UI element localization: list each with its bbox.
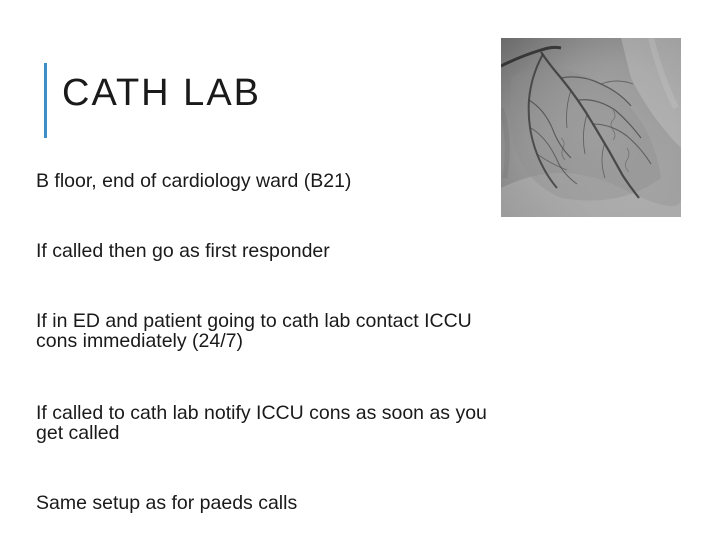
title-accent-bar (44, 63, 47, 138)
angiogram-image (501, 38, 681, 217)
bullet-first-responder: If called then go as first responder (36, 240, 330, 262)
bullet-notify-iccu: If called to cath lab notify ICCU cons as soon as you get called (36, 402, 487, 445)
slide-title: CATH LAB (62, 72, 262, 114)
bullet-ed-contact: If in ED and patient going to cath lab contact ICCU cons immediately (24/7) (36, 310, 472, 353)
bullet-location: B floor, end of cardiology ward (B21) (36, 170, 352, 192)
bullet-setup: Same setup as for paeds calls (36, 492, 298, 514)
